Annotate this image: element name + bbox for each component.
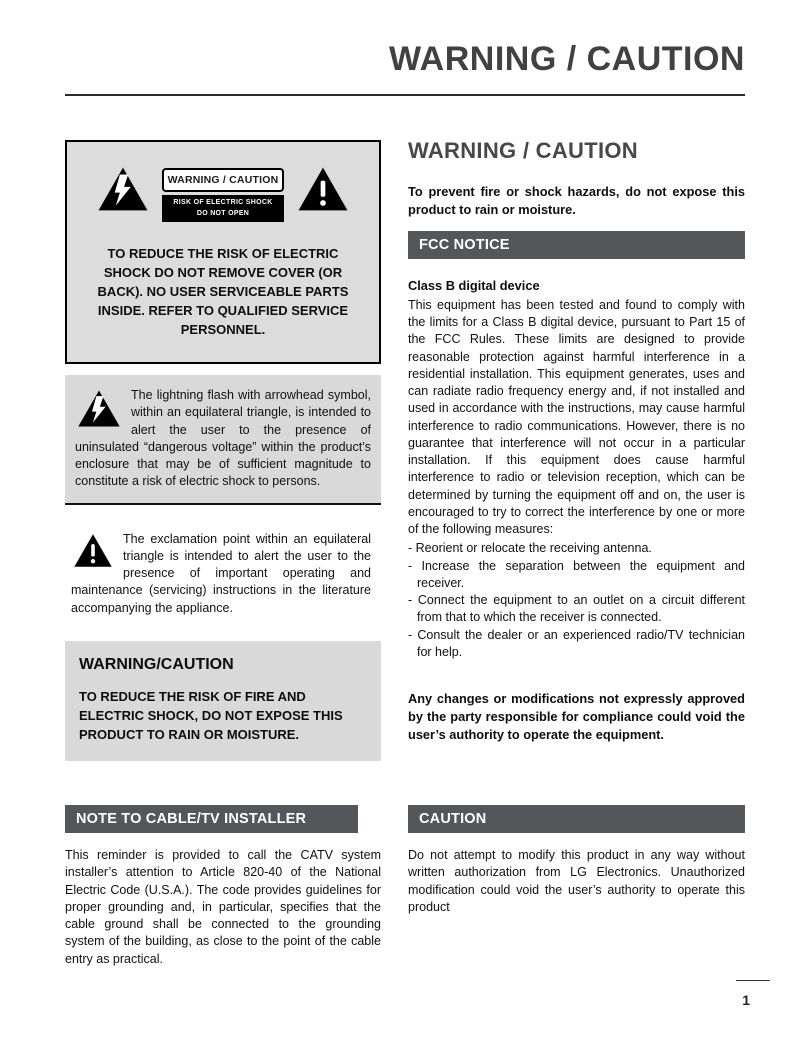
- fcc-measure-item: - Connect the equipment to an outlet on a circuit different from that to which the receiver is connected.: [408, 593, 745, 625]
- fcc-measure-item: - Consult the dealer or an experienced radio/TV technician for help.: [408, 627, 745, 659]
- shock-warning-text: TO REDUCE THE RISK OF ELECTRIC SHOCK DO NOT REMOVE COVER (OR BACK). NO USER SERVICEABLE PARTS INSIDE. REFER TO QUALIFIED SERVICE PERSONNEL.: [97, 246, 349, 338]
- lightning-triangle-icon: [97, 166, 149, 212]
- warning-caution-panel-text: TO REDUCE THE RISK OF FIRE AND ELECTRIC SHOCK, DO NOT EXPOSE THIS PRODUCT TO RAIN OR MOISTURE.: [79, 688, 343, 742]
- shock-label-title: WARNING / CAUTION: [162, 168, 284, 192]
- fcc-measures-list: [408, 540, 745, 661]
- shock-box-icon-row: [81, 166, 365, 222]
- fcc-notice-bar: FCC NOTICE: [408, 231, 745, 259]
- lightning-note-text: The lightning flash with arrowhead symbol, within an equilateral triangle, is intended to alert the user to the presence of uninsulated “dangerous voltage” within the product’s enclosure that may be of sufficient magnitude to constitute a risk of electric shock to persons.: [75, 388, 371, 489]
- warning-caution-panel-heading: WARNING/CAUTION: [79, 655, 234, 673]
- warning-caution-heading: WARNING / CAUTION: [408, 138, 638, 163]
- lightning-note-panel: [65, 375, 381, 505]
- fcc-measure-item: - Reorient or relocate the receiving antenna.: [408, 541, 652, 556]
- electric-shock-label: [162, 168, 284, 222]
- modifications-text: Any changes or modifications not expressly approved by the party responsible for compliance could void the user’s authority to operate the equipment.: [408, 691, 745, 742]
- caution-section: [408, 805, 745, 916]
- page-number-rule: [736, 980, 770, 981]
- page-number: 1: [742, 992, 750, 1008]
- fcc-body-text: This equipment has been tested and found to comply with the limits for a Class B digital device, pursuant to Part 15 of the FCC Rules. These limits are designed to provide reasonable protection against harmful interference in a residential installation. This equipment generates, uses and can radiate radio frequency energy and, if not installed and used in accordance with the instructions, may cause harmful interference to radio communications. However, there is no guarantee that interference will not occur in a particular installation. If this equipment does cause harmful interference to radio or television reception, which can be determined by turning the equipment off and on, the user is encouraged to try to correct the interference by one or more of the following measures:: [408, 297, 745, 537]
- shock-label-line2: DO NOT OPEN: [196, 209, 250, 217]
- shock-label-line1: RISK OF ELECTRIC SHOCK: [173, 199, 273, 206]
- shock-label-danger: [162, 195, 284, 222]
- warning-caution-panel: [65, 641, 381, 761]
- exclamation-triangle-icon: [297, 166, 349, 212]
- caution-text: Do not attempt to modify this product in any way without written authorization from LG Electronics. Unauthorized modification could void the user’s authority to operate this product: [408, 848, 745, 914]
- left-column: [65, 140, 381, 761]
- exclamation-note-text: The exclamation point within an equilateral triangle is intended to alert the user to the presence of important operating and maintenance (servicing) instructions in the literature accompanying the appliance.: [71, 531, 371, 615]
- warning-intro-text: To prevent fire or shock hazards, do not expose this product to rain or moisture.: [408, 184, 745, 217]
- caution-bar: CAUTION: [408, 805, 745, 833]
- page-title: WARNING / CAUTION: [388, 40, 745, 78]
- lightning-triangle-small-icon: [77, 389, 121, 428]
- note-to-installer-bar: NOTE TO CABLE/TV INSTALLER: [65, 805, 358, 833]
- fcc-measure-item: - Increase the separation between the equipment and receiver.: [408, 558, 745, 590]
- class-b-subheading: Class B digital device: [408, 277, 540, 293]
- exclamation-triangle-small-icon: [73, 533, 113, 568]
- right-column: [408, 138, 745, 744]
- exclamation-note: [65, 529, 381, 617]
- title-rule: [65, 94, 745, 96]
- installer-text: This reminder is provided to call the CATV system installer’s attention to Article 820-40 of the National Electric Code (U.S.A.). The code provides guidelines for proper grounding and, in particular, specifies that the cable ground shall be connected to the grounding system of the building, as close to the point of the cable entry as practical.: [65, 848, 381, 966]
- electric-shock-warning-box: [65, 140, 381, 364]
